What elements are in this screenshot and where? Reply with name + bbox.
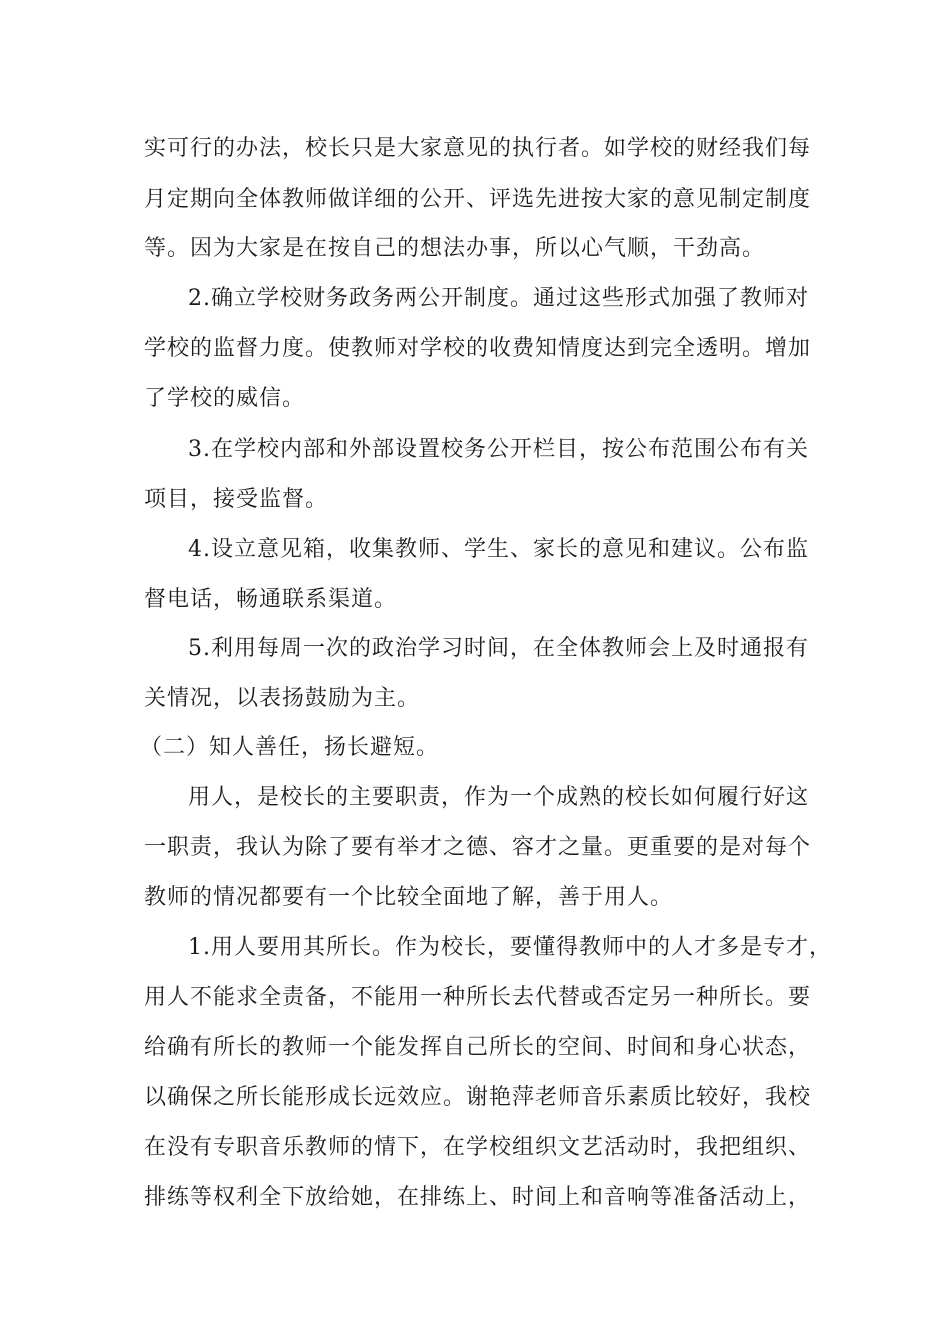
paragraph-item-2-line-1: 2.确立学校财务政务两公开制度。通过这些形式加强了教师对 (188, 286, 809, 311)
paragraph-item-1-line-1: 1.用人要用其所长。作为校长，要懂得教师中的人才多是专才， (188, 935, 832, 960)
paragraph-item-5-line-2: 关情况，以表扬鼓励为主。 (144, 686, 421, 711)
text-line-2: 月定期向全体教师做详细的公开、评选先进按大家的意见制定制度 (144, 187, 812, 212)
paragraph-item-2-line-3: 了学校的威信。 (144, 386, 306, 411)
paragraph-item-1-line-2: 用人不能求全责备，不能用一种所长去代替或否定另一种所长。要 (144, 985, 812, 1010)
section-heading: （二）知人善任，扬长避短。 (140, 735, 440, 760)
paragraph-item-1-line-3: 给确有所长的教师一个能发挥自己所长的空间、时间和身心状态， (144, 1035, 812, 1060)
paragraph-item-3-line-1: 3.在学校内部和外部设置校务公开栏目，按公布范围公布有关 (188, 437, 809, 462)
paragraph-item-1-line-6: 排练等权利全下放给她，在排练上、时间上和音响等准备活动上， (144, 1185, 812, 1210)
paragraph-intro-line-2: 一职责，我认为除了要有举才之德、容才之量。更重要的是对每个 (144, 835, 812, 860)
paragraph-item-4-line-1: 4.设立意见箱，收集教师、学生、家长的意见和建议。公布监 (188, 537, 809, 562)
paragraph-intro-line-1: 用人，是校长的主要职责，作为一个成熟的校长如何履行好这 (188, 785, 810, 810)
paragraph-item-3-line-2: 项目，接受监督。 (144, 487, 329, 512)
paragraph-item-1-line-5: 在没有专职音乐教师的情下，在学校组织文艺活动时，我把组织、 (144, 1135, 812, 1160)
text-line-1: 实可行的办法，校长只是大家意见的执行者。如学校的财经我们每 (144, 136, 812, 161)
paragraph-item-1-line-4: 以确保之所长能形成长远效应。谢艳萍老师音乐素质比较好，我校 (144, 1085, 812, 1110)
text-line-3: 等。因为大家是在按自己的想法办事，所以心气顺，干劲高。 (144, 236, 766, 261)
paragraph-item-2-line-2: 学校的监督力度。使教师对学校的收费知情度达到完全透明。增加 (144, 336, 812, 361)
paragraph-intro-line-3: 教师的情况都要有一个比较全面地了解，善于用人。 (144, 885, 674, 910)
paragraph-item-4-line-2: 督电话，畅通联系渠道。 (144, 587, 398, 612)
paragraph-item-5-line-1: 5.利用每周一次的政治学习时间，在全体教师会上及时通报有 (188, 636, 809, 661)
